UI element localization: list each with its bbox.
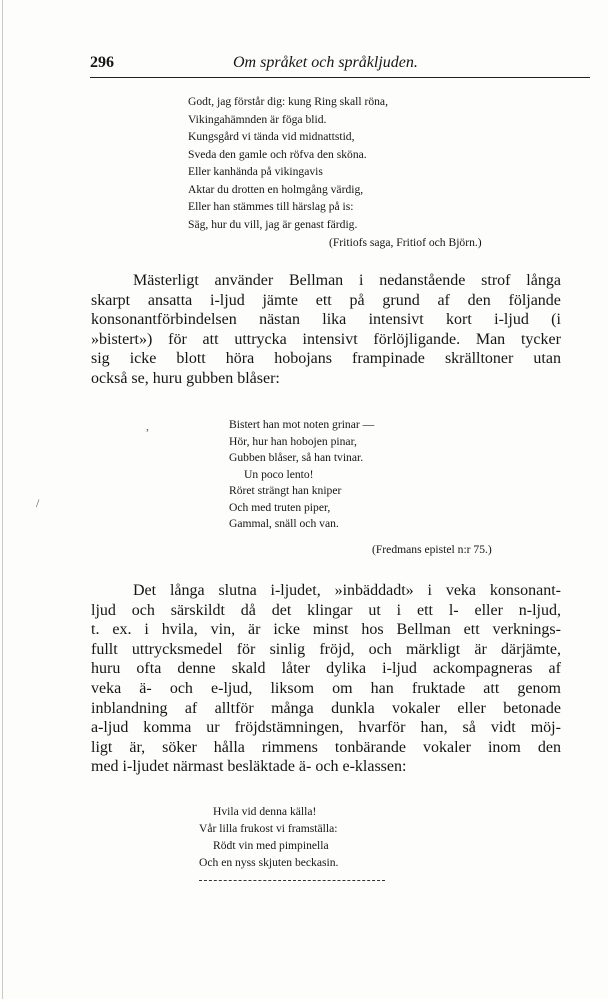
paragraph-line: Mästerligt använder Bellman i nedanstående strof långa (133, 272, 561, 289)
verse-line: Och med truten piper, (229, 500, 331, 514)
paragraph-i-ljud (91, 581, 561, 777)
paragraph-line: »bistert») för att uttrycka intensivt förlöjligande. Man tycker (91, 330, 561, 348)
margin-speck: / (36, 496, 40, 510)
verse-line: Vår lilla frukost vi framställa: (199, 822, 338, 835)
margin-speck: , (146, 419, 149, 433)
paragraph-line: Det långa slutna i-ljudet, »inbäddadt» i veka konsonant- (133, 582, 561, 599)
paragraph-line: ljud och särskildt då det klingar ut i ett l- eller n-ljud, (91, 601, 561, 619)
paragraph-line: inblandning af alltför många dunkla vokaler eller betonade (91, 699, 561, 717)
paragraph-line: veka ä- och e-ljud, liksom om han fruktade att genom (91, 679, 561, 697)
verse-quote-fredman (229, 417, 374, 533)
page-edge-line (2, 0, 3, 999)
verse-line: Röret strängt han kniper (229, 484, 342, 497)
verse-line: Hör, hur han hobojen pinar, (229, 434, 357, 448)
page-number: 296 (90, 54, 114, 71)
paragraph-line: a-ljud komma ur fröjdstämningen, hvarför han, så vidt möj- (91, 719, 561, 737)
verse-line: Säg, hur du vill, jag är genast färdig. (188, 217, 358, 231)
verse-line: Bistert han mot noten grinar — (229, 418, 375, 431)
verse-line: Hvila vid denna källa! (213, 805, 317, 818)
verse-line: Rödt vin med pimpinella (213, 839, 329, 852)
paragraph-line: huru ofta denne skald låter dylika i-ljud ackompagneras af (91, 660, 561, 678)
citation-fredman: (Fredmans epistel n:r 75.) (372, 543, 492, 556)
page-header (90, 54, 590, 74)
paragraph-bellman-intro (91, 271, 561, 389)
paragraph-line: fullt uttrycksmedel för sinlig fröjd, och märkligt är därjämte, (91, 640, 561, 658)
verse-line: Sveda den gamle och röfva den sköna. (188, 147, 367, 161)
paragraph-line: med i-ljudet närmast besläktade ä- och e-klassen: (91, 758, 407, 776)
paragraph-line: också se, huru gubben blåser: (91, 369, 280, 387)
header-rule (90, 77, 590, 78)
paragraph-line: konsonantförbindelsen nästan lika intensivt kort i-ljud (i (91, 311, 561, 329)
paragraph-line: ligt är, söker hålla rimmens tonbärande vokaler inom den (91, 738, 561, 756)
verse-line: Eller han stämmes till härslag på is: (188, 200, 354, 213)
verse-line: Kungsgård vi tända vid midnattstid, (188, 130, 355, 143)
citation-fritiof: (Fritiofs saga, Fritiof och Björn.) (329, 236, 482, 249)
verse-line: Aktar du drotten en holmgång värdig, (188, 182, 364, 196)
running-title: Om språket och språkljuden. (233, 54, 418, 71)
verse-quote-fritiof (188, 93, 388, 233)
verse-line: Eller kanhända på vikingavis (188, 165, 323, 178)
verse-line: Och en nyss skjuten beckasin. (199, 856, 339, 869)
paragraph-line: t. ex. i hvila, vin, är icke minst hos Bellman ett verknings- (91, 621, 561, 639)
paragraph-line: skarpt ansatta i-ljud jämte ett på grund af den följande (91, 291, 561, 309)
verse-line: Un poco lento! (244, 467, 314, 481)
verse-line: Gubben blåser, så han tvinar. (229, 451, 364, 464)
verse-line: Vikingahämnden är föga blid. (188, 112, 327, 126)
ellipsis-dashes (199, 880, 385, 885)
verse-quote-hvila (199, 803, 338, 871)
verse-line: Godt, jag förstår dig: kung Ring skall röna, (188, 95, 388, 108)
paragraph-line: sig icke blott höra hobojans frampinade skrälltoner utan (91, 350, 561, 368)
verse-line: Gammal, snäll och van. (229, 517, 339, 530)
